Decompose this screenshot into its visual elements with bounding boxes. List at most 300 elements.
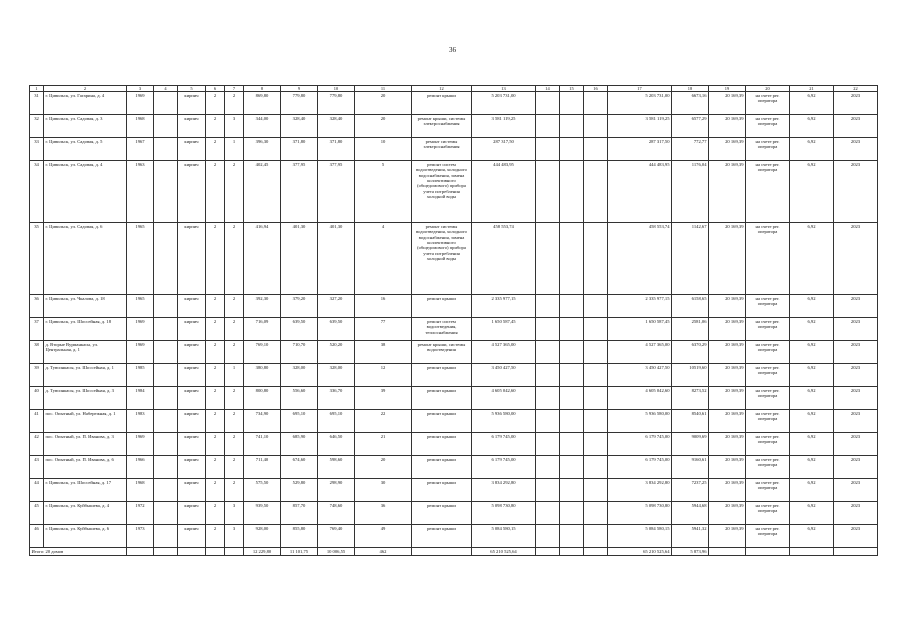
cell-year: 1969 [127, 341, 154, 364]
cell-c4 [154, 456, 178, 479]
cell-a2: 695,10 [281, 410, 318, 433]
cell-c16 [584, 223, 608, 295]
cell-year: 1972 [127, 502, 154, 525]
cell-a2: 639,50 [281, 318, 318, 341]
total-residents: 462 [355, 548, 412, 555]
cell-total: 5 098 730,80 [608, 502, 672, 525]
cell-fl: 2 [206, 410, 225, 433]
cell-a3: 748,60 [318, 502, 355, 525]
cell-per: 6577,29 [672, 115, 709, 138]
table-row [30, 525, 878, 548]
cell-c14 [536, 479, 560, 502]
cell-per: 10519,60 [672, 364, 709, 387]
cell-term: 2023 [834, 92, 878, 115]
cell-pct: 6,92 [790, 318, 834, 341]
cell-year: 1963 [127, 161, 154, 223]
cell-work: ремонт крыши [412, 479, 472, 502]
cell-c15 [560, 223, 584, 295]
cell-total: 5 936 580,00 [608, 410, 672, 433]
cell-c14 [536, 92, 560, 115]
cell-addr: г. Цивильск, ул. Садовая, д. 4 [44, 161, 127, 223]
cell-c16 [584, 525, 608, 548]
cell-c4 [154, 525, 178, 548]
cell-year: 1983 [127, 410, 154, 433]
cell-c14 [536, 115, 560, 138]
cell-a2: 710,70 [281, 341, 318, 364]
cell-c4 [154, 138, 178, 161]
cell-res: 4 [355, 223, 412, 295]
column-number: 6 [206, 86, 225, 92]
cell-year: 1984 [127, 387, 154, 410]
cell-res: 21 [355, 433, 412, 456]
cell-term: 2023 [834, 387, 878, 410]
cell-n: 33 [30, 138, 44, 161]
cell-year: 1966 [127, 456, 154, 479]
cell-res: 36 [355, 502, 412, 525]
cell-work: ремонт крыши [412, 387, 472, 410]
empty-cell [746, 548, 790, 555]
cell-en: 2 [225, 92, 244, 115]
empty-cell [206, 548, 225, 555]
table-row [30, 456, 878, 479]
table-row [30, 433, 878, 456]
cell-pct: 6,92 [790, 341, 834, 364]
total-area-2: 11 101,75 [281, 548, 318, 555]
total-cost: 65 210 525,64 [472, 548, 536, 555]
cell-work: ремонт систем водоотведения, холодного водоснабжения, замена коллективного (общедомового) прибора учета потребления холодной воды [412, 161, 472, 223]
cell-res: 10 [355, 138, 412, 161]
cell-lim: 20 169,39 [709, 387, 746, 410]
cell-c15 [560, 433, 584, 456]
cell-en: 2 [225, 456, 244, 479]
cell-a2: 371,80 [281, 138, 318, 161]
cell-fl: 2 [206, 161, 225, 223]
cell-mat: кирпич [178, 138, 206, 161]
cell-total: 2 335 977,15 [608, 295, 672, 318]
table-row [30, 387, 878, 410]
cell-c16 [584, 456, 608, 479]
cell-lim: 20 169,39 [709, 479, 746, 502]
cell-cost: 2 335 977,15 [472, 295, 536, 318]
cell-src: на счете рег. оператора [746, 502, 790, 525]
column-number: 17 [608, 86, 672, 92]
cell-c4 [154, 92, 178, 115]
cell-per: 8540,61 [672, 410, 709, 433]
cell-fl: 2 [206, 92, 225, 115]
cell-c14 [536, 410, 560, 433]
cell-mat: кирпич [178, 502, 206, 525]
cell-work: ремонт крыши [412, 456, 472, 479]
column-number: 8 [244, 86, 281, 92]
cell-addr: д. Тувсинкасы, ул. Шоссейная, д. 1 [44, 364, 127, 387]
cell-fl: 2 [206, 502, 225, 525]
cell-fl: 2 [206, 387, 225, 410]
cell-year: 1973 [127, 525, 154, 548]
cell-en: 2 [225, 479, 244, 502]
cell-a1: 741,10 [244, 433, 281, 456]
cell-c4 [154, 318, 178, 341]
cell-lim: 20 169,39 [709, 138, 746, 161]
cell-year: 1969 [127, 92, 154, 115]
cell-a3: 520,20 [318, 341, 355, 364]
cell-total: 3 450 427,50 [608, 364, 672, 387]
cell-lim: 20 169,39 [709, 456, 746, 479]
column-number: 22 [834, 86, 878, 92]
cell-fl: 2 [206, 341, 225, 364]
cell-a2: 779,80 [281, 92, 318, 115]
cell-addr: д. Тувсинкасы, ул. Шоссейная, д. 3 [44, 387, 127, 410]
cell-n: 35 [30, 223, 44, 295]
cell-per: 8273,52 [672, 387, 709, 410]
cell-n: 45 [30, 502, 44, 525]
empty-cell [127, 548, 154, 555]
cell-en: 2 [225, 161, 244, 223]
cell-per: 6673,16 [672, 92, 709, 115]
cell-a3: 695,10 [318, 410, 355, 433]
cell-year: 1985 [127, 364, 154, 387]
cell-work: ремонт крыши [412, 525, 472, 548]
cell-lim: 20 169,39 [709, 341, 746, 364]
cell-n: 39 [30, 364, 44, 387]
cell-src: на счете рег. оператора [746, 92, 790, 115]
cell-year: 1968 [127, 479, 154, 502]
cell-a3: 328,40 [318, 115, 355, 138]
cell-addr: г. Цивильск, ул. Чкалова, д. 18 [44, 295, 127, 318]
cell-src: на счете рег. оператора [746, 138, 790, 161]
cell-per: 6370,29 [672, 341, 709, 364]
cell-term: 2023 [834, 433, 878, 456]
cell-pct: 6,92 [790, 115, 834, 138]
cell-mat: кирпич [178, 295, 206, 318]
column-number: 1 [30, 86, 44, 92]
cell-a1: 392,30 [244, 295, 281, 318]
cell-c14 [536, 341, 560, 364]
cell-year: 1969 [127, 433, 154, 456]
cell-c16 [584, 479, 608, 502]
cell-pct: 6,92 [790, 387, 834, 410]
cell-fl: 2 [206, 525, 225, 548]
empty-cell [536, 548, 560, 555]
cell-c16 [584, 341, 608, 364]
cell-mat: кирпич [178, 433, 206, 456]
cell-cost: 4 527 365,00 [472, 341, 536, 364]
cell-lim: 20 169,39 [709, 318, 746, 341]
cell-src: на счете рег. оператора [746, 161, 790, 223]
cell-mat: кирпич [178, 115, 206, 138]
cell-n: 42 [30, 433, 44, 456]
cell-total: 444 483,95 [608, 161, 672, 223]
cell-c15 [560, 364, 584, 387]
cell-c14 [536, 433, 560, 456]
cell-c16 [584, 410, 608, 433]
cell-term: 2023 [834, 295, 878, 318]
cell-pct: 6,92 [790, 138, 834, 161]
cell-a3: 401,30 [318, 223, 355, 295]
table-row [30, 138, 878, 161]
cell-addr: г. Цивильск, ул. Садовая, д. 6 [44, 223, 127, 295]
empty-cell [225, 548, 244, 555]
cell-cost: 5 203 731,00 [472, 92, 536, 115]
total-area-1: 12 229,80 [244, 548, 281, 555]
cell-per: 772,77 [672, 138, 709, 161]
cell-mat: кирпич [178, 410, 206, 433]
cell-cost: 3 581 119,25 [472, 115, 536, 138]
cell-a2: 674,60 [281, 456, 318, 479]
cell-c4 [154, 341, 178, 364]
cell-fl: 2 [206, 138, 225, 161]
cell-src: на счете рег. оператора [746, 341, 790, 364]
cell-c4 [154, 479, 178, 502]
cell-total: 458 553,74 [608, 223, 672, 295]
cell-res: 38 [355, 341, 412, 364]
cell-lim: 20 169,39 [709, 410, 746, 433]
cell-a1: 402,45 [244, 161, 281, 223]
cell-per: 2581,06 [672, 318, 709, 341]
cell-a1: 939,50 [244, 502, 281, 525]
cell-c14 [536, 502, 560, 525]
empty-cell [709, 548, 746, 555]
column-number: 20 [746, 86, 790, 92]
cell-en: 2 [225, 318, 244, 341]
cell-en: 2 [225, 341, 244, 364]
cell-cost: 5 098 730,80 [472, 502, 536, 525]
cell-a2: 685,90 [281, 433, 318, 456]
cell-res: 20 [355, 115, 412, 138]
cell-addr: г. Цивильск, ул. Садовая, д. 5 [44, 138, 127, 161]
cell-term: 2023 [834, 161, 878, 223]
cell-res: 20 [355, 456, 412, 479]
cell-work: ремонт крыши [412, 92, 472, 115]
cell-en: 2 [225, 410, 244, 433]
cell-addr: г. Цивильск, ул. Шоссейная, д. 17 [44, 479, 127, 502]
cell-term: 2023 [834, 115, 878, 138]
cell-c14 [536, 364, 560, 387]
cell-year: 1969 [127, 318, 154, 341]
cell-addr: пос. Опытный, ул. П. Иванова, д. 6 [44, 456, 127, 479]
cell-c16 [584, 161, 608, 223]
cell-fl: 2 [206, 223, 225, 295]
cell-term: 2023 [834, 479, 878, 502]
column-number: 12 [412, 86, 472, 92]
cell-work: ремонт крыши [412, 410, 472, 433]
total-row [30, 548, 878, 555]
cell-work: ремонт систем водоотведения, теплоснабжения [412, 318, 472, 341]
cell-mat: кирпич [178, 525, 206, 548]
page-number: 36 [449, 46, 456, 54]
cell-c15 [560, 525, 584, 548]
cell-lim: 20 169,39 [709, 295, 746, 318]
cell-fl: 2 [206, 115, 225, 138]
cell-c4 [154, 410, 178, 433]
cell-pct: 6,92 [790, 161, 834, 223]
empty-cell [834, 548, 878, 555]
column-number: 15 [560, 86, 584, 92]
cell-res: 77 [355, 318, 412, 341]
cell-n: 36 [30, 295, 44, 318]
empty-cell [584, 548, 608, 555]
table-row [30, 479, 878, 502]
cell-pct: 6,92 [790, 410, 834, 433]
cell-en: 3 [225, 525, 244, 548]
table-row [30, 364, 878, 387]
cell-per: 9160,61 [672, 456, 709, 479]
cell-a3: 327,20 [318, 295, 355, 318]
cell-c4 [154, 295, 178, 318]
cell-pct: 6,92 [790, 92, 834, 115]
cell-c16 [584, 92, 608, 115]
cell-res: 12 [355, 364, 412, 387]
cell-c14 [536, 525, 560, 548]
cell-c14 [536, 138, 560, 161]
cell-total: 6 179 745,00 [608, 456, 672, 479]
empty-cell [154, 548, 178, 555]
cell-year: 1967 [127, 138, 154, 161]
cell-res: 5 [355, 161, 412, 223]
cell-total: 3 581 119,25 [608, 115, 672, 138]
cell-a2: 855,80 [281, 525, 318, 548]
cell-total: 287 317,50 [608, 138, 672, 161]
cell-mat: кирпич [178, 341, 206, 364]
cell-n: 43 [30, 456, 44, 479]
cell-src: на счете рег. оператора [746, 433, 790, 456]
cell-term: 2023 [834, 502, 878, 525]
cell-work: ремонт крыши, системы водоотведения [412, 341, 472, 364]
cell-c15 [560, 295, 584, 318]
cell-work: ремонт крыши, системы электроснабжения [412, 115, 472, 138]
table-row [30, 161, 878, 223]
cell-total: 4 605 042,60 [608, 387, 672, 410]
cell-src: на счете рег. оператора [746, 456, 790, 479]
cell-a3: 371,80 [318, 138, 355, 161]
cell-a2: 377,95 [281, 161, 318, 223]
cell-en: 2 [225, 223, 244, 295]
cell-a1: 769,10 [244, 341, 281, 364]
cell-c14 [536, 161, 560, 223]
cell-a1: 396,30 [244, 138, 281, 161]
cell-a3: 769,40 [318, 525, 355, 548]
cell-c14 [536, 295, 560, 318]
cell-n: 31 [30, 92, 44, 115]
cell-c15 [560, 479, 584, 502]
total-sum: 65 210 525,64 [608, 548, 672, 555]
cell-per: 5941,32 [672, 525, 709, 548]
cell-year: 1965 [127, 223, 154, 295]
table-row [30, 410, 878, 433]
cell-term: 2023 [834, 138, 878, 161]
cell-a1: 575,50 [244, 479, 281, 502]
cell-res: 49 [355, 525, 412, 548]
cell-work: ремонт крыши [412, 502, 472, 525]
cell-src: на счете рег. оператора [746, 410, 790, 433]
column-number: 11 [355, 86, 412, 92]
table-row [30, 341, 878, 364]
cell-res: 20 [355, 92, 412, 115]
cell-a1: 711,40 [244, 456, 281, 479]
cell-lim: 20 169,39 [709, 223, 746, 295]
cell-c16 [584, 318, 608, 341]
cell-en: 3 [225, 115, 244, 138]
cell-c15 [560, 138, 584, 161]
cell-n: 40 [30, 387, 44, 410]
cell-a3: 646,50 [318, 433, 355, 456]
cell-en: 1 [225, 364, 244, 387]
cell-src: на счете рег. оператора [746, 479, 790, 502]
cell-addr: пос. Опытный, ул. П. Иванова, д. 3 [44, 433, 127, 456]
cell-a1: 716,09 [244, 318, 281, 341]
cell-c16 [584, 364, 608, 387]
cell-cost: 5 936 580,00 [472, 410, 536, 433]
empty-cell [178, 548, 206, 555]
table-row [30, 318, 878, 341]
cell-lim: 20 169,39 [709, 502, 746, 525]
repair-program-table [29, 85, 878, 556]
cell-src: на счете рег. оператора [746, 318, 790, 341]
cell-a2: 328,40 [281, 115, 318, 138]
cell-a3: 779,80 [318, 92, 355, 115]
cell-en: 1 [225, 138, 244, 161]
cell-mat: кирпич [178, 92, 206, 115]
cell-c4 [154, 433, 178, 456]
cell-per: 9009,69 [672, 433, 709, 456]
cell-total: 6 179 745,00 [608, 433, 672, 456]
column-number: 16 [584, 86, 608, 92]
cell-pct: 6,92 [790, 525, 834, 548]
cell-a3: 598,60 [318, 456, 355, 479]
cell-n: 38 [30, 341, 44, 364]
cell-res: 22 [355, 410, 412, 433]
column-number: 18 [672, 86, 709, 92]
cell-lim: 20 169,39 [709, 364, 746, 387]
cell-a1: 928,00 [244, 525, 281, 548]
table-row [30, 115, 878, 138]
cell-c16 [584, 138, 608, 161]
cell-res: 16 [355, 295, 412, 318]
column-number: 10 [318, 86, 355, 92]
table-row [30, 223, 878, 295]
cell-lim: 20 169,39 [709, 92, 746, 115]
cell-total: 5 203 731,00 [608, 92, 672, 115]
cell-n: 44 [30, 479, 44, 502]
column-number: 13 [472, 86, 536, 92]
cell-work: ремонт крыши [412, 433, 472, 456]
cell-per: 1142,67 [672, 223, 709, 295]
cell-a2: 556,60 [281, 387, 318, 410]
cell-lim: 20 169,39 [709, 161, 746, 223]
cell-c15 [560, 115, 584, 138]
cell-c4 [154, 161, 178, 223]
cell-mat: кирпич [178, 364, 206, 387]
cell-work: ремонт системы водоотведения, холодного водоснабжения, замена коллективного (общедомового) прибора учета потребления холодной воды [412, 223, 472, 295]
cell-n: 34 [30, 161, 44, 223]
cell-pct: 6,92 [790, 223, 834, 295]
cell-addr: г. Цивильск, ул. Куйбышева, д. 4 [44, 502, 127, 525]
cell-fl: 2 [206, 456, 225, 479]
cell-c14 [536, 223, 560, 295]
cell-total: 4 527 365,00 [608, 341, 672, 364]
cell-total: 5 084 580,15 [608, 525, 672, 548]
table-row [30, 502, 878, 525]
cell-src: на счете рег. оператора [746, 115, 790, 138]
column-number: 19 [709, 86, 746, 92]
cell-res: 30 [355, 479, 412, 502]
cell-src: на счете рег. оператора [746, 525, 790, 548]
cell-a3: 328,00 [318, 364, 355, 387]
cell-n: 37 [30, 318, 44, 341]
cell-term: 2023 [834, 341, 878, 364]
cell-cost: 3 834 292,80 [472, 479, 536, 502]
cell-src: на счете рег. оператора [746, 387, 790, 410]
cell-c15 [560, 341, 584, 364]
